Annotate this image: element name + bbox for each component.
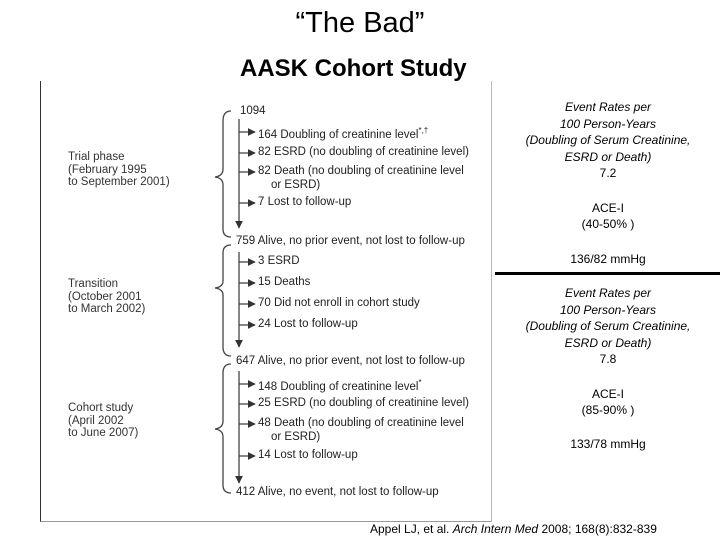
node-after-transition: 647 Alive, no prior event, not lost to follow-up xyxy=(236,355,465,367)
event-transition-deaths: 15 Deaths xyxy=(258,276,311,288)
trial-rate-value: 7.2 xyxy=(599,166,617,180)
cohort-ace-pct: (85-90% ) xyxy=(581,403,635,417)
trial-ace-label: ACE-I xyxy=(591,201,624,215)
event-trial-death: 82 Death (no doubling of creatinine level xyxy=(258,165,464,177)
event-trial-doubling: 164 Doubling of creatinine level*,† xyxy=(258,126,429,141)
event-transition-esrd: 3 ESRD xyxy=(258,255,300,267)
cohort-event-rates: Event Rates per 100 Person-Years (Doubling of Serum Creatinine, ESRD or Death) xyxy=(525,286,691,350)
panel-divider xyxy=(495,272,720,275)
event-cohort-death: 48 Death (no doubling of creatinine level xyxy=(258,417,464,429)
event-transition-lost: 24 Lost to follow-up xyxy=(258,318,358,330)
trial-ace-pct: (40-50% ) xyxy=(581,217,635,231)
citation: Appel LJ, et al. Arch Intern Med 2008; 168(8):832-839 xyxy=(370,522,657,536)
node-end: 412 Alive, no event, not lost to follow-up xyxy=(236,486,439,498)
slide-title: “The Bad” xyxy=(295,7,425,39)
brace-trial xyxy=(215,111,231,237)
phase-transition: Transition (October 2001 to March 2002) xyxy=(68,278,146,315)
node-start: 1094 xyxy=(240,105,266,117)
slide-subtitle: AASK Cohort Study xyxy=(240,55,467,82)
brace-transition xyxy=(215,245,231,356)
node-after-trial: 759 Alive, no prior event, not lost to follow-up xyxy=(236,235,465,247)
phase-cohort: Cohort study (April 2002 to June 2007) xyxy=(68,402,139,439)
cohort-bp: 133/78 mmHg xyxy=(570,437,646,451)
brace-cohort xyxy=(215,364,231,493)
event-trial-death-cont: or ESRD) xyxy=(271,179,321,191)
event-cohort-death-cont: or ESRD) xyxy=(271,431,321,443)
event-trial-lost: 7 Lost to follow-up xyxy=(258,196,352,208)
phase-trial: Trial phase (February 1995 to September 2001) xyxy=(68,151,170,188)
event-cohort-esrd: 25 ESRD (no doubling of creatinine level) xyxy=(258,397,469,409)
event-cohort-lost: 14 Lost to follow-up xyxy=(258,449,358,461)
cohort-rate-value: 7.8 xyxy=(599,352,617,366)
trial-event-rates: Event Rates per 100 Person-Years (Doubling of Serum Creatinine, ESRD or Death) xyxy=(525,100,691,164)
event-transition-not-enrolled: 70 Did not enroll in cohort study xyxy=(258,297,420,309)
cohort-ace-label: ACE-I xyxy=(591,387,624,401)
flowchart xyxy=(40,81,492,522)
event-cohort-doubling: 148 Doubling of creatinine level* xyxy=(258,378,422,393)
trial-bp: 136/82 mmHg xyxy=(570,252,646,266)
event-trial-esrd: 82 ESRD (no doubling of creatinine level) xyxy=(258,146,469,158)
